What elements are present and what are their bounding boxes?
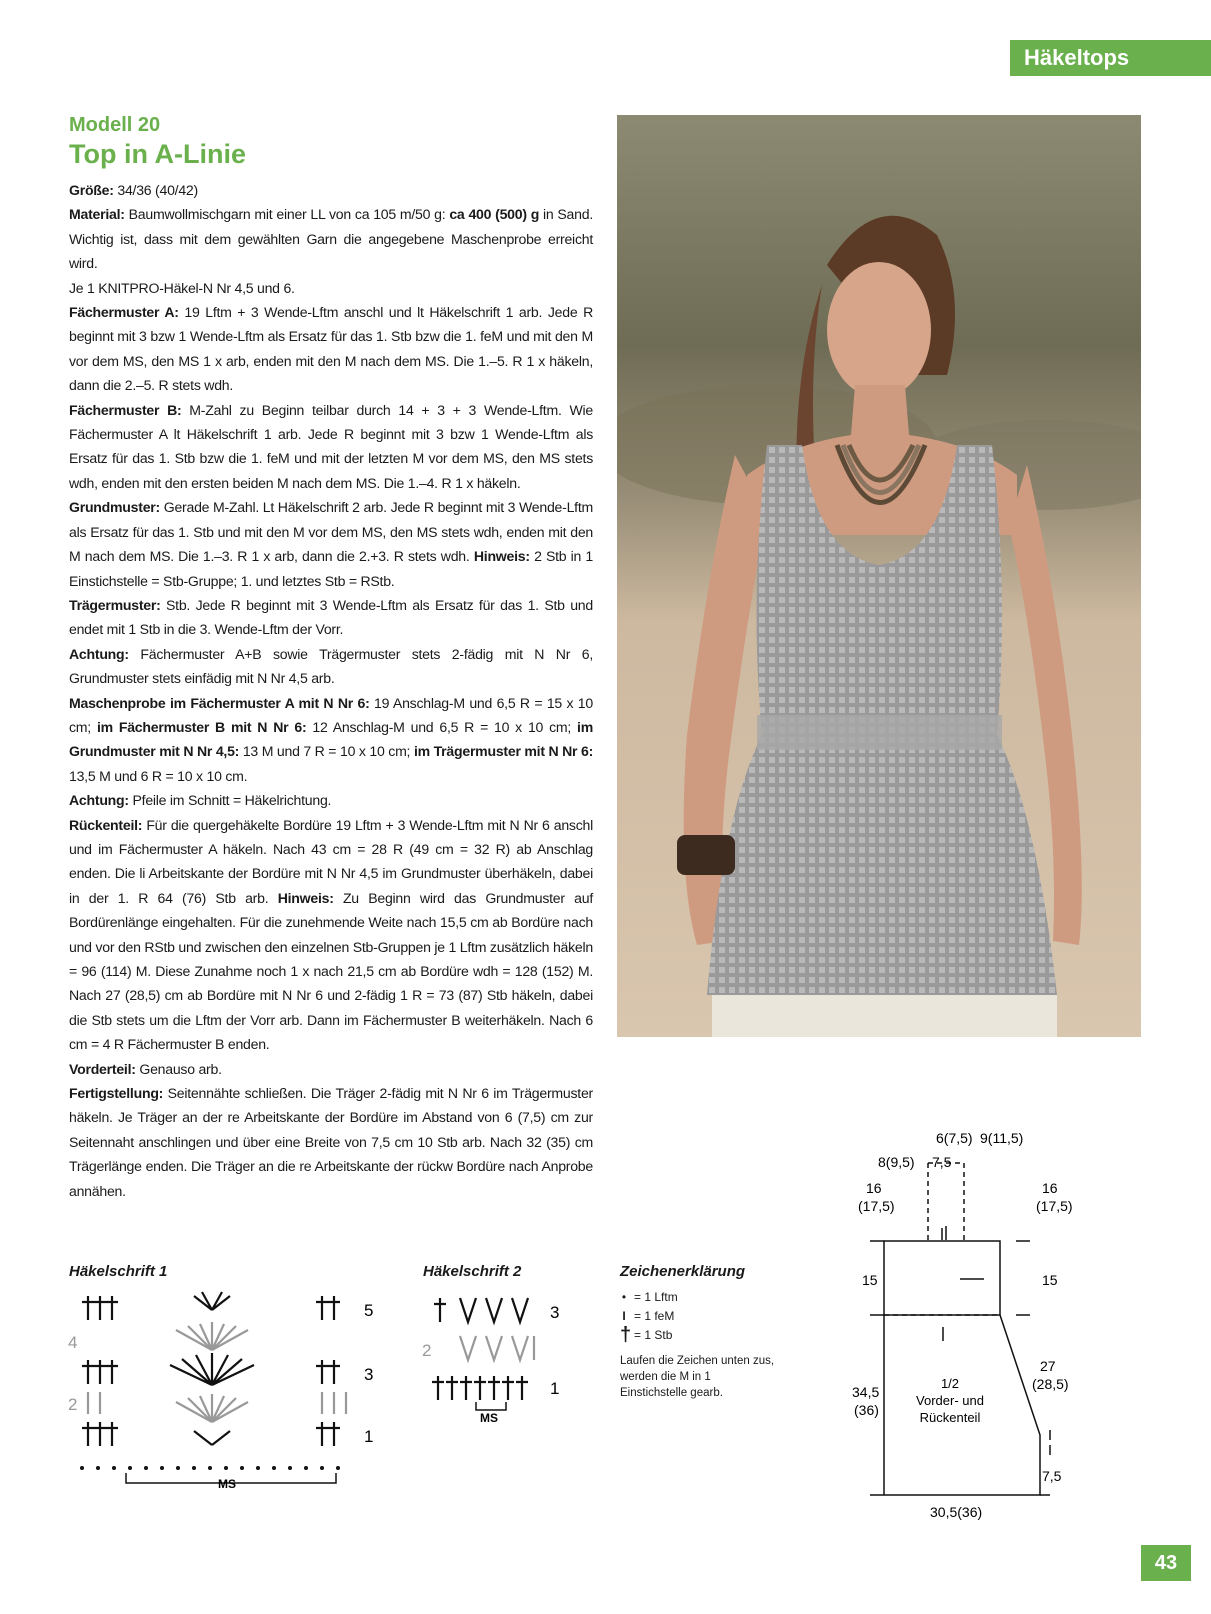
chart2-ms-label: MS <box>480 1411 498 1425</box>
pattern-b-paragraph: Fächermuster B: M-Zahl zu Beginn teilbar durch 14 + 3 + 3 Wende-Lftm. Wie Fächermuster A lt Häkelschrift 1 arb. Jede R beginnt mit 3 bzw 1 Wende-Lftm als Ersatz für das 1. Stb bzw die 1. feM und mit der letzten M vor dem MS, den MS stets wdh, enden mit den ersten beiden M nach dem MS. Die 1.–4. R 1 x häkeln. <box>69 401 594 491</box>
chart2-row-1: 1 <box>550 1379 560 1398</box>
legend-note: Laufen die Zeichen unten zus, werden die M in 1 Einstichstelle gearb. <box>620 1355 775 1399</box>
page-number: 43 <box>1141 1545 1191 1581</box>
dim-right-15: 15 <box>1042 1272 1058 1288</box>
strap-pattern-paragraph: Trägermuster: Stb. Jede R beginnt mit 3 Wende-Lftm als Ersatz für das 1. Stb und endet mit 1 Stb in die 3. Wende-Lftm der Vorr. <box>69 596 593 638</box>
dim-top-a: 6(7,5) <box>936 1130 973 1146</box>
chart1-row-1: 1 <box>364 1427 374 1446</box>
chart1-row-5: 5 <box>364 1301 374 1320</box>
gauge-paragraph: Maschenprobe im Fächermuster A mit N Nr 6: 19 Anschlag-M und 6,5 R = 15 x 10 cm; im Fächermuster B mit N Nr 6: 12 Anschlag-M und 6,5 R = 10 x 10 cm; im Grundmuster mit N Nr 4,5: 13 M und 7 R = 10 x 10 cm; im Trägermuster mit N Nr 6: 13,5 M und 6 R = 10 x 10 cm. <box>69 694 594 784</box>
dim-top-d: 7,5 <box>932 1154 952 1170</box>
single-crochet-icon: I <box>622 1309 626 1323</box>
instructions-text <box>69 178 593 1203</box>
dim-right-27: 27 <box>1040 1358 1056 1374</box>
dim-top-c: 8(9,5) <box>878 1154 915 1170</box>
needles-paragraph: Je 1 KNITPRO-Häkel-N Nr 4,5 und 6. <box>69 279 295 296</box>
model-photo <box>617 115 1141 1037</box>
chart2-title: Häkelschrift 2 <box>423 1263 522 1280</box>
dim-left-175: (17,5) <box>858 1198 895 1214</box>
chart1-ms-label: MS <box>218 1477 236 1490</box>
chart1-row-3: 3 <box>364 1365 374 1384</box>
model-number: Modell 20 <box>69 114 161 136</box>
legend <box>620 1288 780 1401</box>
schematic-label-1: 1/2 <box>940 1376 960 1391</box>
chart2-row-2: 2 <box>422 1341 432 1360</box>
back-piece-paragraph: Rückenteil: Für die quergehäkelte Bordüre 19 Lftm + 3 Wende-Lftm mit N Nr 6 anschl und im Fächermuster A häkeln. Nach 43 cm = 28 R (49 cm = 32 R) ab Anschlag enden. Die li Arbeitskante der Bordüre mit N Nr 4,5 im Grundmuster überhäkeln, dabei in der 1. R 64 (76) Stb arb. Hinweis: Zu Beginn wird das Grundmuster auf Bordürenlänge eingehalten. Für die zunehmende Weite nach 15,5 cm ab Bordüre nach und vor den RStb und zwischen den einzelnen Stb-Gruppen je 1 Lftm zusätzlich häkeln = 96 (114) M. Diese Zunahme noch 1 x nach 21,5 cm ab Bordüre wdh = 128 (152) M. Nach 27 (28,5) cm ab Bordüre mit N Nr 6 und 2-fädig 1 R = 73 (87) Stb häkeln, dabei die Stb stets um die Lftm der Vorr arb. Dann im Fächermuster B weiterhäkeln. Nach 6 cm = 4 R Fächermuster B enden. <box>69 816 593 1053</box>
chart2-diagram <box>418 1290 578 1430</box>
dim-right-16: 16 <box>1042 1180 1058 1196</box>
chart1-row-2: 2 <box>68 1395 78 1414</box>
model-title: Top in A-Linie <box>69 139 246 169</box>
dim-left-16: 16 <box>866 1180 882 1196</box>
chart2-row-3: 3 <box>550 1303 560 1322</box>
dim-top-b: 9(11,5) <box>980 1130 1024 1146</box>
schematic-label-2: Vorder- und <box>916 1393 984 1408</box>
legend-row-stb: † = 1 Stb <box>620 1324 673 1346</box>
dim-left-15: 15 <box>862 1272 878 1288</box>
legend-title: Zeichenerklärung <box>620 1263 746 1280</box>
dim-right-75: 7,5 <box>1042 1468 1062 1484</box>
base-pattern-paragraph: Grundmuster: Gerade M-Zahl. Lt Häkelschrift 2 arb. Jede R beginnt mit 3 Wende-Lftm als Ersatz für das 1. Stb und mit den M vor dem MS, den MS stets wdh, enden mit den M nach dem MS. Die 1.–3. R 1 x arb, dann die 2.+3. R stets wdh. Hinweis: 2 Stb in 1 Einstichstelle = Stb-Gruppe; 1. und letztes Stb = RStb. <box>69 499 593 589</box>
chart1-title: Häkelschrift 1 <box>69 1263 168 1280</box>
chain-icon: • <box>621 1290 627 1304</box>
pattern-a-paragraph: Fächermuster A: 19 Lftm + 3 Wende-Lftm anschl und lt Häkelschrift 1 arb. Jede R beginnt mit 3 bzw 1 Wende-Lftm als Ersatz für das 1. Stb bzw die 1. feM und mit den M vor dem MS, den MS 1 x arb, enden mit den M nach dem MS. Die 1.–5. R 1 x häkeln, dann die 2.–5. R stets wdh. <box>69 304 593 394</box>
chart1-diagram <box>62 1290 392 1490</box>
material-paragraph: Material: Baumwollmischgarn mit einer LL von ca 105 m/50 g: ca 400 (500) g in Sand. Wichtig ist, dass mit dem gewählten Garn die angegebene Maschenprobe erreicht wird. <box>69 206 593 272</box>
dim-left-36: (36) <box>854 1402 879 1418</box>
dim-bottom: 30,5(36) <box>930 1504 983 1520</box>
finishing-paragraph: Fertigstellung: Seitennähte schließen. Die Träger 2-fädig mit N Nr 6 im Trägermuster häkeln. Je Träger an der re Arbeitskante der Bordüre im Abstand von 6 (7,5) cm zur Seitennaht anschlingen und über eine Breite von 7,5 cm 10 Stb arb. Nach 32 (35) cm Trägerlänge enden. Die Träger an die re Arbeitskante der rückw Bordüre nach Anprobe annähen. <box>69 1085 593 1199</box>
dim-left-345: 34,5 <box>852 1384 880 1400</box>
section-tab: Häkeltops <box>1010 40 1211 76</box>
arrows-paragraph: Achtung: Pfeile im Schnitt = Häkelrichtung. <box>69 792 332 809</box>
garment-schematic <box>840 1115 1100 1535</box>
legend-row-fem: I = 1 feM <box>620 1307 780 1326</box>
double-crochet-icon: † <box>620 1324 632 1346</box>
schematic-label-3: Rückenteil <box>919 1410 981 1425</box>
legend-row-lftm: • = 1 Lftm <box>620 1288 780 1307</box>
dim-right-285: (28,5) <box>1032 1376 1069 1392</box>
front-piece-paragraph: Vorderteil: Genauso arb. <box>69 1060 222 1077</box>
attention-paragraph: Achtung: Fächermuster A+B sowie Trägermuster stets 2-fädig mit N Nr 6, Grundmuster stets einfädig mit N Nr 4,5 arb. <box>69 645 593 687</box>
dim-right-175: (17,5) <box>1036 1198 1073 1214</box>
chart1-row-4: 4 <box>68 1333 78 1352</box>
size-paragraph: Größe: 34/36 (40/42) <box>69 182 198 198</box>
